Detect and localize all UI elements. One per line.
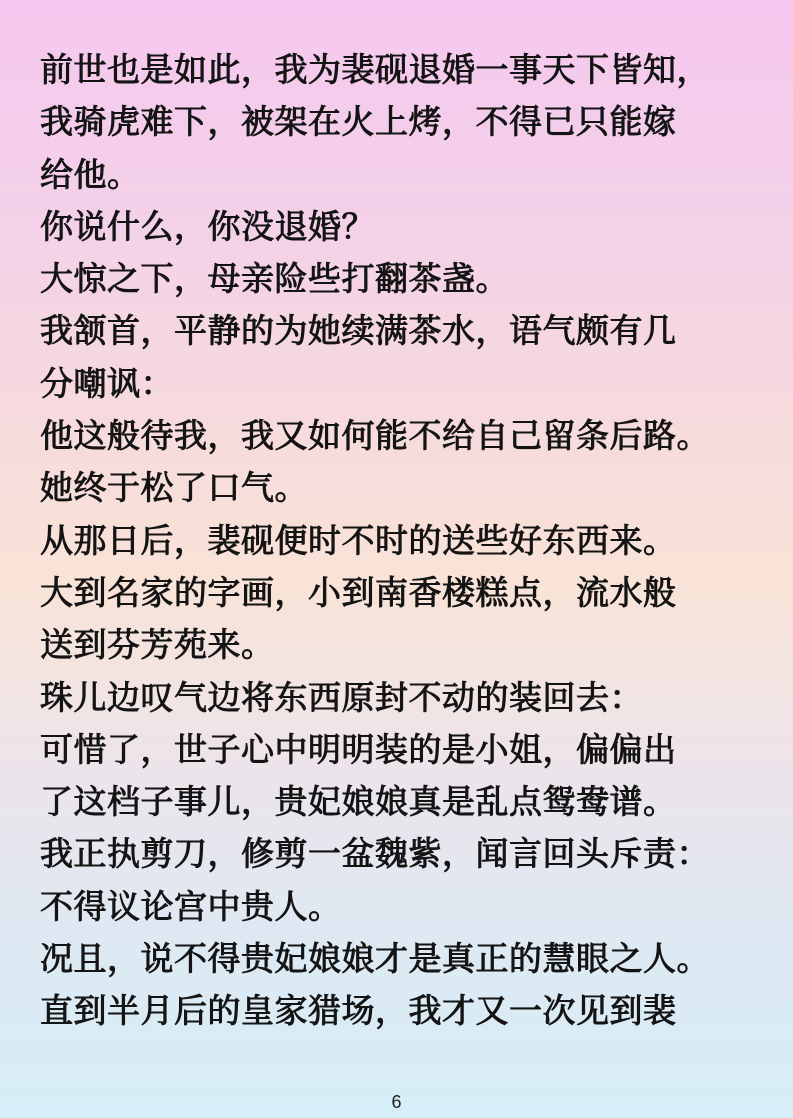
- story-text: [40, 44, 770, 1038]
- text-line: 大惊之下，母亲险些打翻茶盏。: [40, 259, 509, 299]
- text-line: 不得议论宫中贵人。: [40, 886, 342, 926]
- text-line: 况且，说不得贵妃娘娘才是真正的慧眼之人。: [40, 939, 710, 979]
- text-line: 直到半月后的皇家猎场，我才又一次见到裴: [40, 991, 677, 1031]
- text-line: 你说什么，你没退婚？: [40, 206, 375, 246]
- text-line: 给他。: [40, 154, 141, 194]
- text-line: 前世也是如此，我为裴砚退婚一事天下皆知，: [40, 50, 710, 89]
- text-line: 大到名家的字画，小到南香楼糕点，流水般: [40, 572, 677, 612]
- text-line: 了这档子事儿，贵妃娘娘真是乱点鸳鸯谱。: [40, 782, 677, 822]
- text-line: 可惜了，世子心中明明装的是小姐，偏偏出: [40, 729, 677, 769]
- text-line: 我颔首，平静的为她续满茶水，语气颇有几: [40, 311, 677, 351]
- text-line: 我正执剪刀，修剪一盆魏紫，闻言回头斥责：: [40, 834, 710, 874]
- text-line: 珠儿边叹气边将东西原封不动的装回去：: [40, 677, 643, 717]
- text-line: 他这般待我，我又如何能不给自己留条后路。: [40, 416, 710, 456]
- text-line: 送到芬芳苑来。: [40, 625, 275, 665]
- text-line: 我骑虎难下，被架在火上烤，不得已只能嫁: [40, 102, 677, 142]
- text-line: 她终于松了口气。: [40, 468, 308, 508]
- text-line: 分嘲讽：: [40, 363, 174, 403]
- page-number: 6: [391, 1092, 402, 1112]
- text-line: 从那日后，裴砚便时不时的送些好东西来。: [40, 520, 677, 560]
